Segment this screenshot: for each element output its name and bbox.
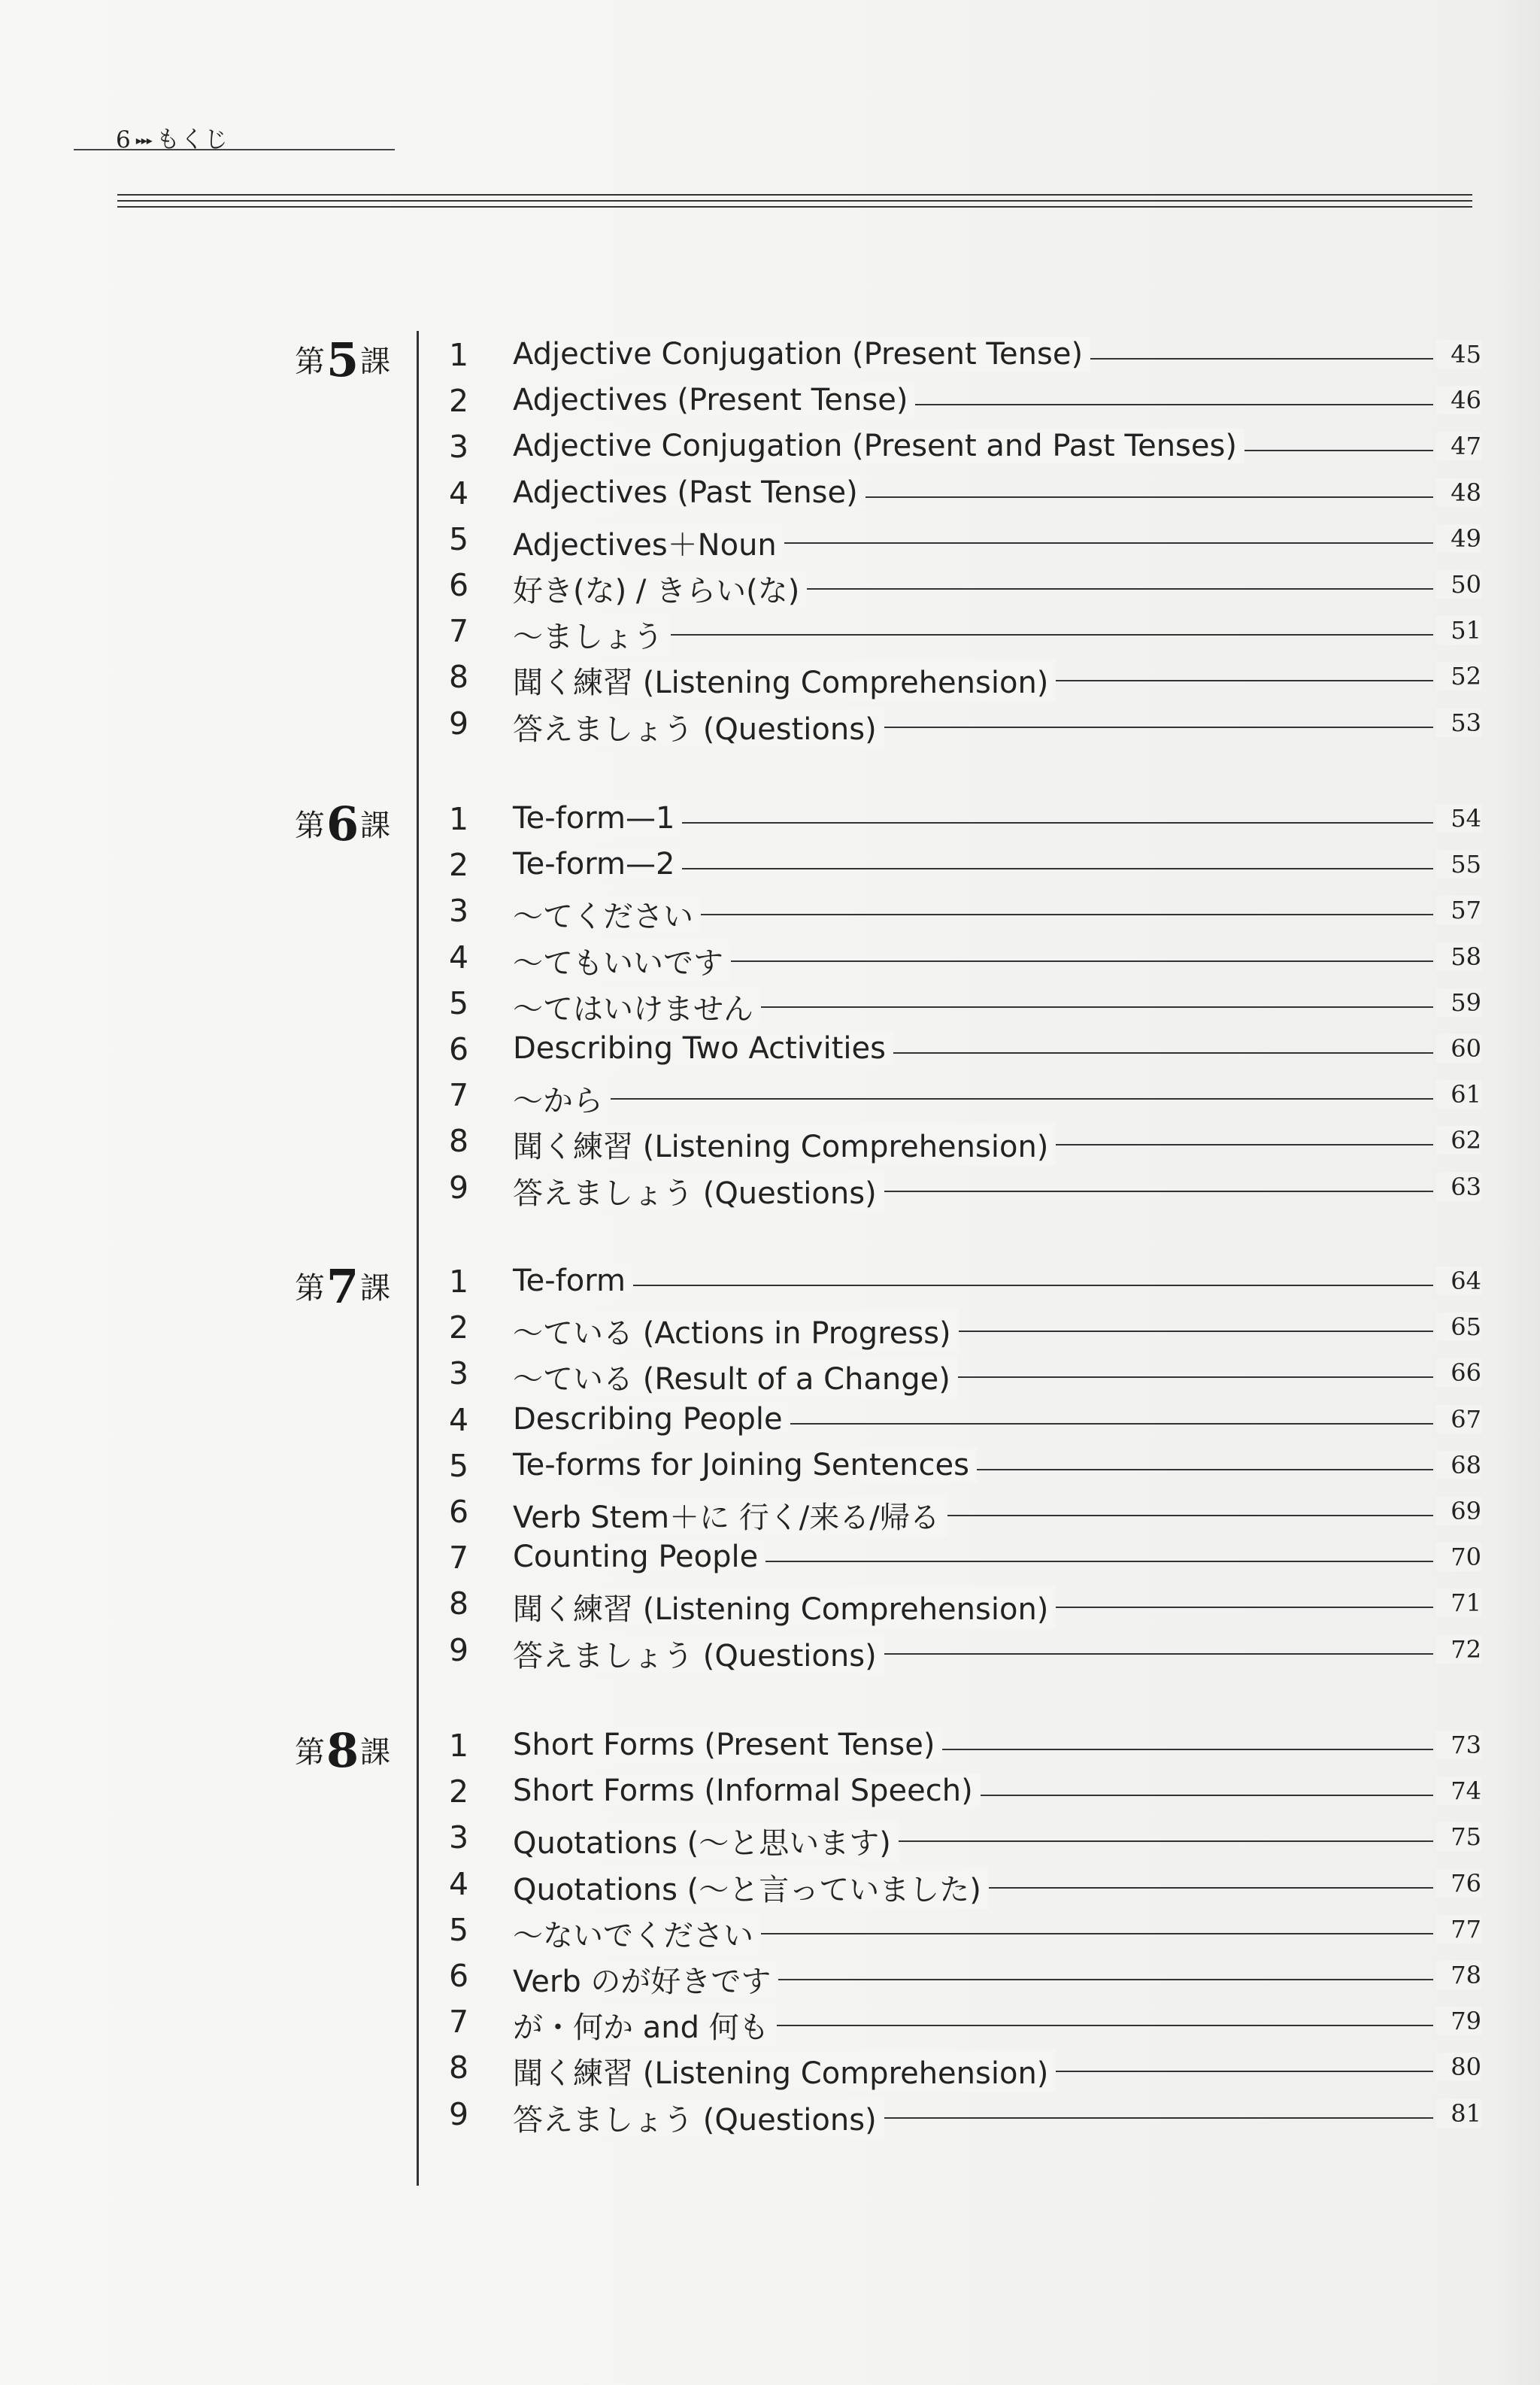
toc-entry[interactable] (444, 847, 1481, 892)
entry-title: Adjectives (Present Tense) (513, 383, 915, 417)
entry-page-number: 64 (1436, 1267, 1481, 1295)
entry-page-number: 54 (1436, 804, 1481, 833)
chapter-prefix: 第 (295, 344, 325, 379)
entry-number: 3 (448, 429, 469, 466)
entry-number: 1 (448, 1264, 469, 1300)
header-underline (74, 149, 395, 150)
top-rule-3 (117, 206, 1472, 208)
entry-title: Short Forms (Informal Speech) (513, 1774, 981, 1808)
entry-number: 8 (448, 2050, 469, 2086)
entry-number: 8 (448, 1123, 469, 1160)
entry-title: 聞く練習 (Listening Comprehension) (513, 2050, 1056, 2092)
toc-entry[interactable] (444, 659, 1481, 704)
entry-page-number: 72 (1436, 1635, 1481, 1664)
toc-entry[interactable] (444, 1632, 1481, 1677)
toc-entry[interactable] (444, 2050, 1481, 2095)
entry-number: 9 (448, 1169, 469, 1206)
chapter-number: 6 (326, 797, 359, 851)
toc-entry[interactable] (444, 1170, 1481, 1215)
entry-page-number: 62 (1436, 1126, 1481, 1155)
entry-page-number: 79 (1436, 2007, 1481, 2035)
entry-title: Verb のが好きです (513, 1958, 778, 2001)
toc-entry[interactable] (444, 1077, 1481, 1122)
entry-number: 5 (448, 1447, 469, 1484)
chapter-divider-line (417, 331, 419, 2186)
toc-entry[interactable] (444, 1866, 1481, 1911)
toc-entry[interactable] (444, 705, 1481, 751)
entry-page-number: 49 (1436, 524, 1481, 553)
entry-number: 6 (448, 567, 469, 603)
entry-title: 〜てください (513, 893, 701, 936)
toc-entry[interactable] (444, 1402, 1481, 1447)
entry-number: 4 (448, 1401, 469, 1438)
entry-title: Te-form (513, 1264, 633, 1298)
entry-page-number: 51 (1436, 616, 1481, 645)
entry-page-number: 61 (1436, 1080, 1481, 1109)
toc-entry[interactable] (444, 567, 1481, 612)
entry-number: 8 (448, 659, 469, 696)
entry-number: 2 (448, 383, 469, 420)
entry-title: 〜ないでください (513, 1912, 761, 1955)
entry-number: 1 (448, 801, 469, 837)
entry-title: Describing People (513, 1402, 790, 1437)
entry-title: 好き(な) / きらい(な) (513, 567, 807, 610)
entry-page-number: 52 (1436, 662, 1481, 690)
entry-title: が・何か and 何も (513, 2004, 777, 2047)
toc-entry[interactable] (444, 1264, 1481, 1309)
entry-number: 7 (448, 2004, 469, 2041)
entry-number: 7 (448, 1077, 469, 1114)
entry-title: Counting People (513, 1540, 765, 1574)
entry-title: Verb Stem＋に 行く/来る/帰る (513, 1494, 947, 1537)
entry-title: 〜ている (Actions in Progress) (513, 1309, 959, 1352)
entry-page-number: 78 (1436, 1961, 1481, 1989)
chapter-number: 8 (326, 1723, 359, 1778)
entry-page-number: 74 (1436, 1777, 1481, 1805)
entry-number: 5 (448, 985, 469, 1021)
toc-entry[interactable] (444, 1585, 1481, 1631)
entry-page-number: 53 (1436, 709, 1481, 737)
toc-entry[interactable] (444, 1494, 1481, 1539)
entry-number: 2 (448, 1774, 469, 1810)
chapter-suffix: 課 (360, 1271, 391, 1306)
entry-number: 6 (448, 1494, 469, 1530)
entry-number: 7 (448, 613, 469, 650)
entry-title: Adjectives＋Noun (513, 521, 784, 564)
toc-entry[interactable] (444, 1448, 1481, 1493)
entry-number: 9 (448, 705, 469, 742)
entry-page-number: 71 (1436, 1588, 1481, 1617)
toc-entry[interactable] (444, 1031, 1481, 1076)
entry-page-number: 81 (1436, 2099, 1481, 2128)
entry-page-number: 59 (1436, 988, 1481, 1017)
entry-title: Quotations (〜と思います) (513, 1819, 899, 1862)
toc-entry[interactable] (444, 475, 1481, 520)
entry-page-number: 66 (1436, 1358, 1481, 1387)
entry-number: 2 (448, 847, 469, 884)
chapter-number: 7 (326, 1259, 359, 1314)
entry-number: 9 (448, 1631, 469, 1668)
entry-number: 8 (448, 1585, 469, 1622)
entry-page-number: 69 (1436, 1497, 1481, 1525)
chapter-suffix: 課 (360, 344, 391, 379)
chapter-label (295, 1723, 408, 1778)
toc-entry[interactable] (444, 2004, 1481, 2049)
entry-number: 9 (448, 2095, 469, 2132)
chapter-label (295, 797, 408, 851)
toc-entry[interactable] (444, 521, 1481, 566)
entry-number: 4 (448, 475, 469, 511)
entry-page-number: 77 (1436, 1915, 1481, 1944)
toc-entry[interactable] (444, 1728, 1481, 1773)
chapter-prefix: 第 (295, 1735, 325, 1770)
entry-number: 2 (448, 1309, 469, 1346)
entry-page-number: 68 (1436, 1451, 1481, 1479)
entry-title: Short Forms (Present Tense) (513, 1728, 942, 1762)
entry-title: 〜てもいいです (513, 939, 731, 982)
entry-page-number: 58 (1436, 942, 1481, 971)
toc-entry[interactable] (444, 939, 1481, 985)
entry-number: 6 (448, 1958, 469, 1994)
chapter-prefix: 第 (295, 1271, 325, 1306)
entry-title: Te-forms for Joining Sentences (513, 1448, 977, 1482)
entry-title: Quotations (〜と言っていました) (513, 1866, 989, 1909)
entry-title: 〜ましょう (513, 613, 671, 656)
entry-number: 3 (448, 893, 469, 930)
toc-entry[interactable] (444, 985, 1481, 1030)
chapter-suffix: 課 (360, 809, 391, 843)
toc-entry[interactable] (444, 429, 1481, 474)
entry-page-number: 46 (1436, 386, 1481, 414)
toc-entry[interactable] (444, 383, 1481, 428)
toc-entry[interactable] (444, 1958, 1481, 2003)
entry-number: 5 (448, 520, 469, 557)
entry-title: 答えましょう (Questions) (513, 2096, 884, 2139)
entry-title: Adjective Conjugation (Present Tense) (513, 337, 1090, 372)
entry-page-number: 67 (1436, 1405, 1481, 1434)
toc-entry[interactable] (444, 337, 1481, 382)
top-rule-1 (117, 194, 1472, 196)
toc-entry[interactable] (444, 801, 1481, 846)
entry-title: 聞く練習 (Listening Comprehension) (513, 1123, 1056, 1166)
entry-page-number: 47 (1436, 432, 1481, 460)
entry-title: 〜ている (Result of a Change) (513, 1355, 958, 1398)
entry-title: 聞く練習 (Listening Comprehension) (513, 659, 1056, 702)
entry-number: 4 (448, 1865, 469, 1902)
entry-page-number: 76 (1436, 1869, 1481, 1898)
toc-entry[interactable] (444, 1819, 1481, 1865)
entry-page-number: 70 (1436, 1543, 1481, 1571)
entry-number: 3 (448, 1355, 469, 1392)
entry-page-number: 80 (1436, 2053, 1481, 2081)
chapter-label (295, 1259, 408, 1314)
entry-title: Adjectives (Past Tense) (513, 475, 865, 510)
toc-entry[interactable] (444, 1309, 1481, 1355)
entry-page-number: 50 (1436, 570, 1481, 599)
toc-entry[interactable] (444, 1355, 1481, 1400)
header-arrows: ▸▸▸ (135, 133, 152, 147)
entry-title: Adjective Conjugation (Present and Past Tenses) (513, 429, 1244, 463)
entry-page-number: 48 (1436, 478, 1481, 507)
toc-entry[interactable] (444, 1774, 1481, 1819)
toc-entry[interactable] (444, 1912, 1481, 1957)
chapter-prefix: 第 (295, 809, 325, 843)
entry-page-number: 57 (1436, 896, 1481, 924)
entry-page-number: 63 (1436, 1173, 1481, 1201)
entry-page-number: 55 (1436, 850, 1481, 878)
top-rule-2 (117, 200, 1472, 202)
entry-page-number: 60 (1436, 1034, 1481, 1063)
entry-number: 1 (448, 337, 469, 373)
entry-title: 答えましょう (Questions) (513, 705, 884, 748)
entry-number: 3 (448, 1819, 469, 1856)
entry-number: 5 (448, 1911, 469, 1948)
leader-line (526, 1098, 1433, 1100)
entry-title: 〜てはいけません (513, 985, 761, 1028)
entry-page-number: 73 (1436, 1731, 1481, 1759)
toc-entry[interactable] (444, 613, 1481, 658)
entry-title: 答えましょう (Questions) (513, 1170, 884, 1212)
entry-title: Te-form—1 (513, 801, 682, 836)
entry-page-number: 75 (1436, 1822, 1481, 1851)
entry-number: 4 (448, 939, 469, 976)
entry-number: 6 (448, 1031, 469, 1067)
header-title: もくじ (156, 126, 229, 153)
entry-page-number: 65 (1436, 1312, 1481, 1341)
entry-title: Te-form—2 (513, 847, 682, 881)
leader-line (526, 1285, 1433, 1286)
entry-title: 〜から (513, 1077, 611, 1120)
chapter-suffix: 課 (360, 1735, 391, 1770)
header-page-number: 6 (116, 126, 132, 153)
entry-title: Describing Two Activities (513, 1031, 893, 1066)
entry-page-number: 45 (1436, 340, 1481, 369)
toc-entry[interactable] (444, 1540, 1481, 1585)
toc-entry[interactable] (444, 1123, 1481, 1168)
chapter-label (295, 332, 408, 387)
entry-number: 7 (448, 1540, 469, 1576)
toc-entry[interactable] (444, 893, 1481, 938)
entry-title: 答えましょう (Questions) (513, 1632, 884, 1675)
entry-number: 1 (448, 1728, 469, 1764)
chapter-number: 5 (326, 332, 359, 387)
entry-title: 聞く練習 (Listening Comprehension) (513, 1585, 1056, 1628)
toc-entry[interactable] (444, 2096, 1481, 2141)
